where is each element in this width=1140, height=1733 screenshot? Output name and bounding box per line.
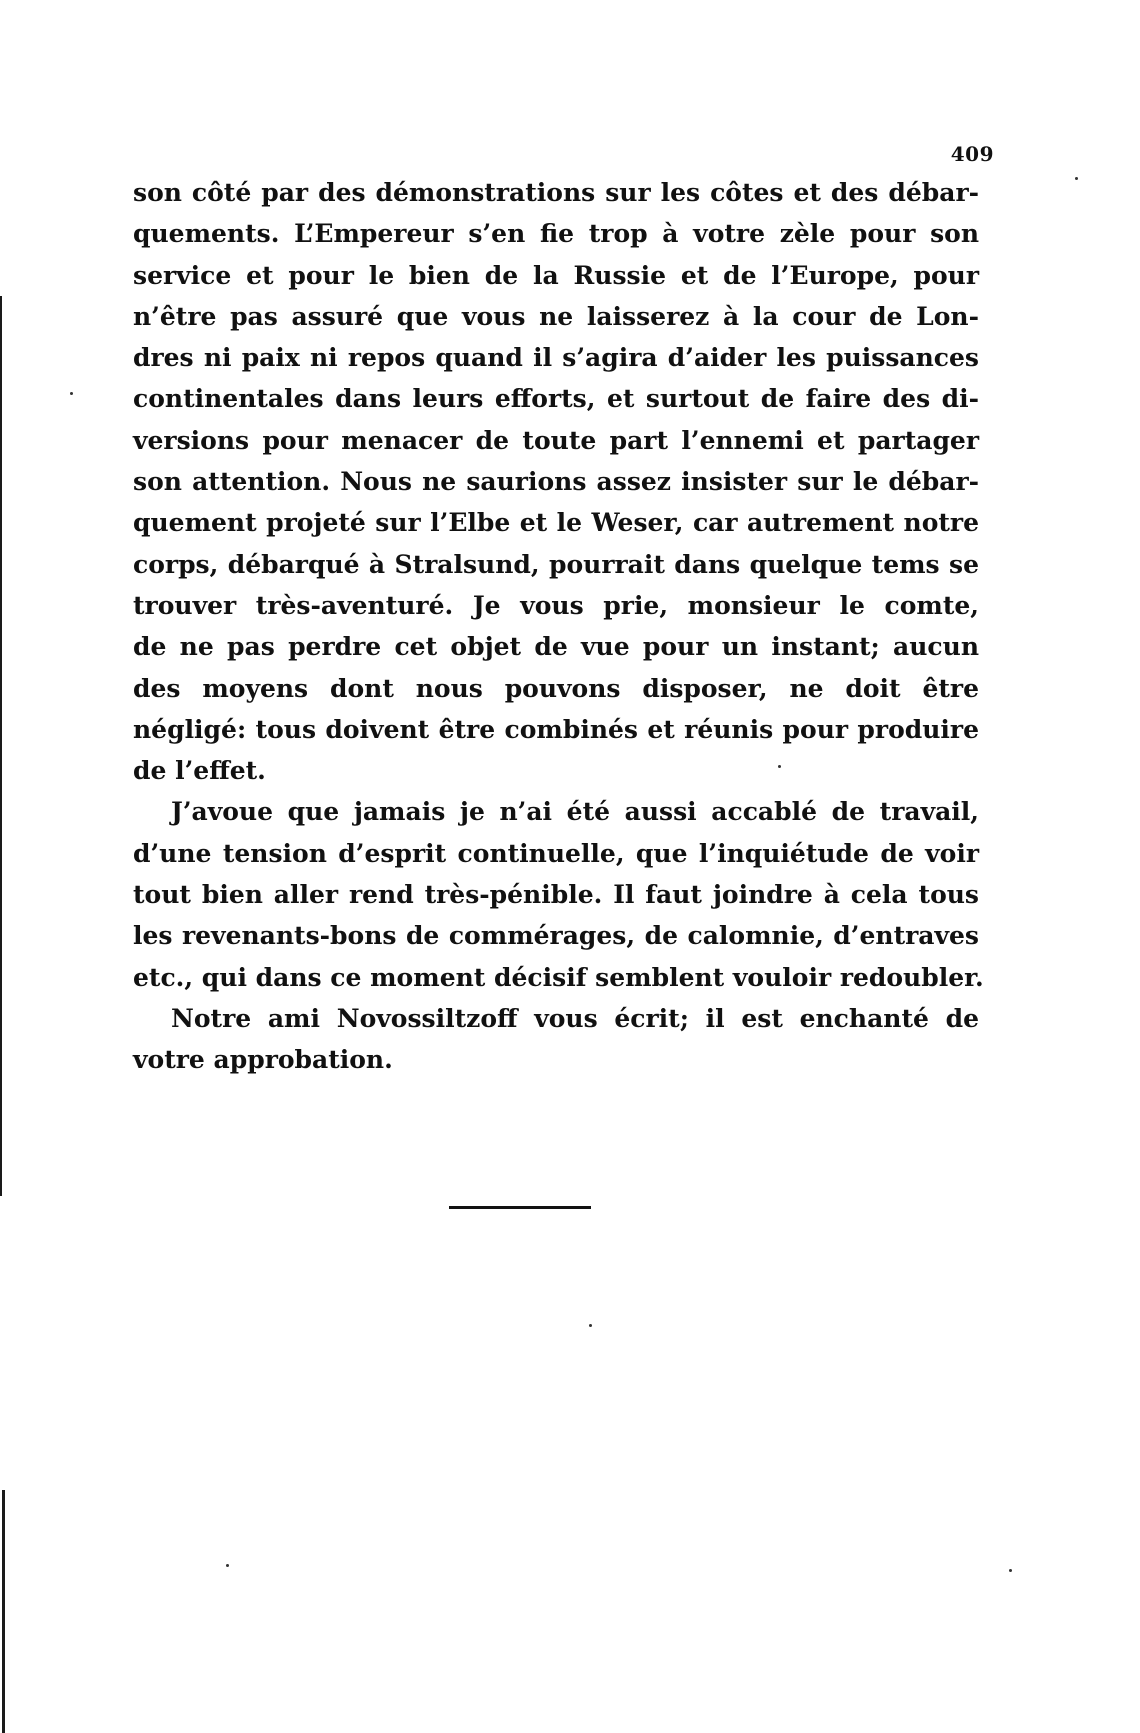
text-line: son côté par des démonstrations sur les côtes et des débar- bbox=[133, 178, 979, 207]
scan-edge-line bbox=[0, 296, 2, 1196]
text-line: des moyens dont nous pouvons disposer, ne doit être bbox=[133, 673, 979, 703]
text-line: n’être pas assuré que vous ne laisserez à la cour de Lon- bbox=[133, 301, 979, 331]
scan-speck bbox=[226, 1564, 229, 1567]
text-line: de ne pas perdre cet objet de vue pour un instant; aucun bbox=[133, 632, 979, 662]
text-line: dres ni paix ni repos quand il s’agira d’aider les puissances bbox=[133, 343, 979, 373]
page-number: 409 bbox=[950, 142, 994, 166]
body-text bbox=[133, 172, 984, 1081]
text-line: d’une tension d’esprit continuelle, que l’inquiétude de voir bbox=[133, 838, 979, 868]
scan-edge-line bbox=[2, 1490, 5, 1733]
text-line: J’avoue que jamais je n’ai été aussi accablé de travail, bbox=[171, 797, 979, 827]
text-line: continentales dans leurs efforts, et surtout de faire des di- bbox=[133, 384, 979, 414]
text-line: versions pour menacer de toute part l’ennemi et partager bbox=[133, 425, 979, 455]
scan-speck bbox=[1009, 1569, 1012, 1572]
scan-speck bbox=[70, 392, 73, 395]
section-rule bbox=[449, 1206, 591, 1209]
text-line: service et pour le bien de la Russie et de l’Europe, pour bbox=[133, 260, 979, 290]
text-line: corps, débarqué à Stralsund, pourrait dans quelque tems se bbox=[133, 549, 979, 579]
text-line: son attention. Nous ne saurions assez insister sur le débar- bbox=[133, 467, 979, 497]
scan-speck bbox=[778, 765, 781, 768]
text-line: etc., qui dans ce moment décisif semblent vouloir redoubler. bbox=[133, 962, 984, 992]
scan-speck bbox=[1075, 177, 1078, 180]
text-line: trouver très-aventuré. Je vous prie, monsieur le comte, bbox=[133, 590, 979, 620]
text-line: Notre ami Novossiltzoff vous écrit; il est enchanté de bbox=[171, 1003, 979, 1033]
text-line: tout bien aller rend très-pénible. Il faut joindre à cela tous bbox=[133, 880, 979, 910]
scan-speck bbox=[589, 1324, 592, 1327]
text-line: négligé: tous doivent être combinés et réunis pour produire bbox=[133, 714, 979, 744]
text-line: de l’effet. bbox=[133, 756, 266, 786]
text-line: les revenants-bons de commérages, de calomnie, d’entraves bbox=[133, 921, 979, 951]
text-line: quement projeté sur l’Elbe et le Weser, car autrement notre bbox=[133, 508, 979, 538]
text-line: quements. L’Empereur s’en fie trop à votre zèle pour son bbox=[133, 219, 979, 249]
text-line: votre approbation. bbox=[133, 1045, 393, 1075]
